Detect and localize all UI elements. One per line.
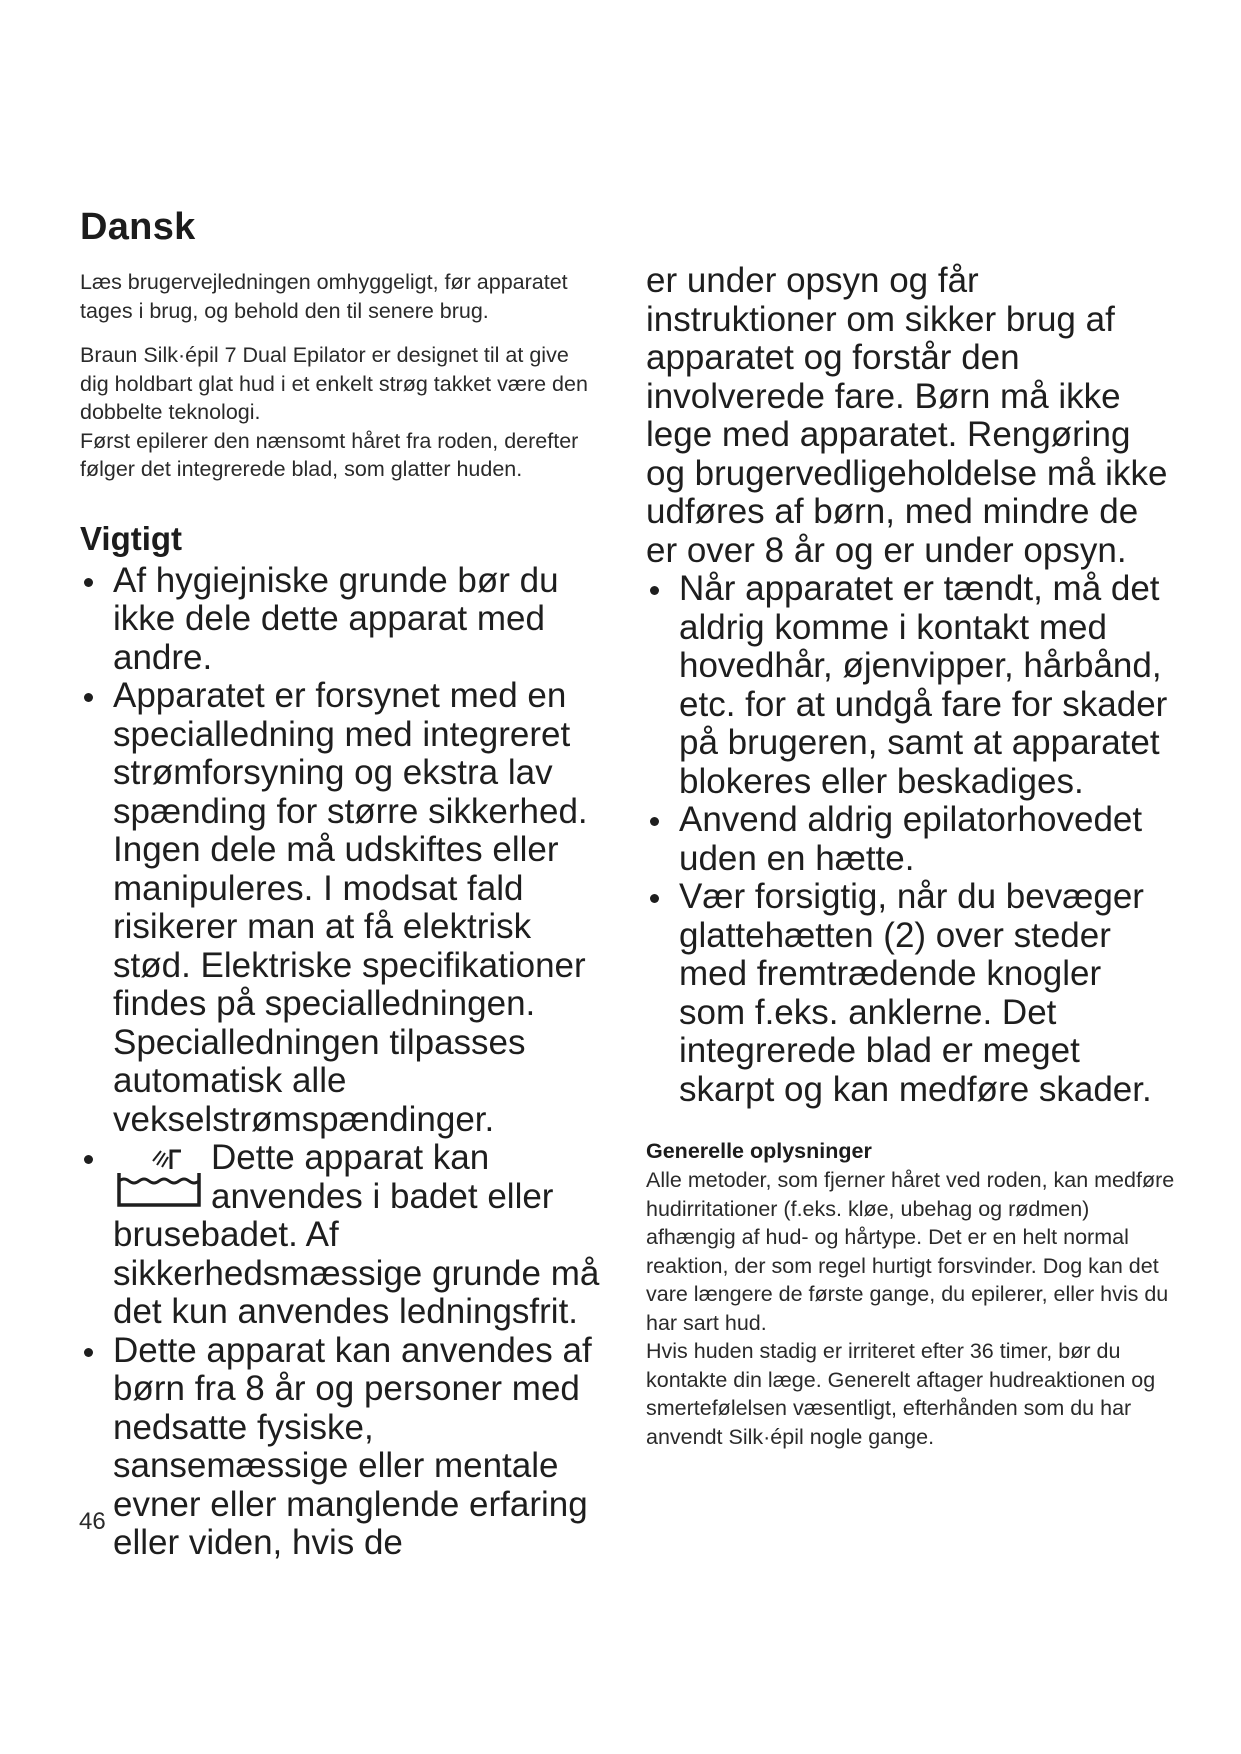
list-item: Dette apparat kan anvendes af børn fra 8 år og personer med nedsatte fysiske, sansemæssige eller mentale evner eller manglende erfaring eller viden, hvis de (80, 1332, 600, 1563)
bath-shower-icon (113, 1143, 205, 1213)
page-title: Dansk (80, 206, 196, 248)
important-list (80, 562, 600, 1563)
list-item: Af hygiejniske grunde bør du ikke dele dette apparat med andre. (80, 562, 600, 678)
list-item: Når apparatet er tændt, må det aldrig komme i kontakt med hovedhår, øjenvipper, hårbånd, etc. for at undgå fare for skader på brugeren, samt at apparatet blokeres eller beskadiges. (646, 570, 1176, 801)
important-list-continued (646, 570, 1176, 1109)
continuation-text: er under opsyn og får instruktioner om sikker brug af apparatet og forstår den involverede fare. Børn må ikke lege med apparatet. Rengøring og brugervedligeholdelse må ikke udføres af børn, med mindre de er over 8 år og er under opsyn. (646, 261, 1168, 570)
list-item: Vær forsigtig, når du bevæger glattehætten (2) over steder med fremtrædende knogler som f.eks. anklerne. Det integrerede blad er meget skarpt og kan medføre skader. (646, 878, 1176, 1109)
intro-paragraph-3: Først epilerer den nænsomt håret fra roden, derefter følger det integrerede blad, som glatter huden. (80, 428, 579, 481)
important-heading: Vigtigt (80, 519, 183, 557)
bath-item-wrap (113, 1139, 600, 1332)
list-item: Anvend aldrig epilatorhovedet uden en hætte. (646, 801, 1176, 878)
left-column (80, 268, 600, 1563)
list-item (80, 1139, 600, 1332)
general-paragraph-2: Hvis huden stadig er irriteret efter 36 timer, bør du kontakte din læge. Generelt aftager hudreaktionen og smertefølelsen væsentligt, efterhånden som du har anvendt Silk·épil nogle gange. (646, 1339, 1156, 1449)
general-heading: Generelle oplysninger (646, 1139, 872, 1163)
general-paragraph-1: Alle metoder, som fjerner håret ved roden, kan medføre hudirritationer (f.eks. kløe, ubehag og rødmen) afhængig af hud- og hårtype. Det er en helt normal reaktion, der som regel hurtigt forsvinder. Dog kan det vare længere de første gange, du epilerer, eller hvis du har sart hud. (646, 1168, 1175, 1335)
intro-paragraph-2: Braun Silk·épil 7 Dual Epilator er designet til at give dig holdbart glat hud i et enkelt strøg takket være den dobbelte teknologi. (80, 343, 588, 424)
right-column (646, 262, 1176, 1467)
intro-paragraph-1: Læs brugervejledningen omhyggeligt, før apparatet tages i brug, og behold den til senere brug. (80, 270, 568, 323)
list-item-text: Dette apparat kan anvendes i badet eller brusebadet. Af sikkerhedsmæssige grunde må det kun anvendes ledningsfrit. (113, 1139, 600, 1331)
list-item: Apparatet er forsynet med en specialledning med integreret strømforsyning og ekstra lav spænding for større sikkerhed. Ingen dele må udskiftes eller manipuleres. I modsat fald risikerer man at få elektrisk stød. Elektriske specifikationer findes på specialledningen. Specialledningen tilpasses automatisk alle vekselstrømspændinger. (80, 677, 600, 1139)
page-number: 46 (79, 1508, 106, 1535)
